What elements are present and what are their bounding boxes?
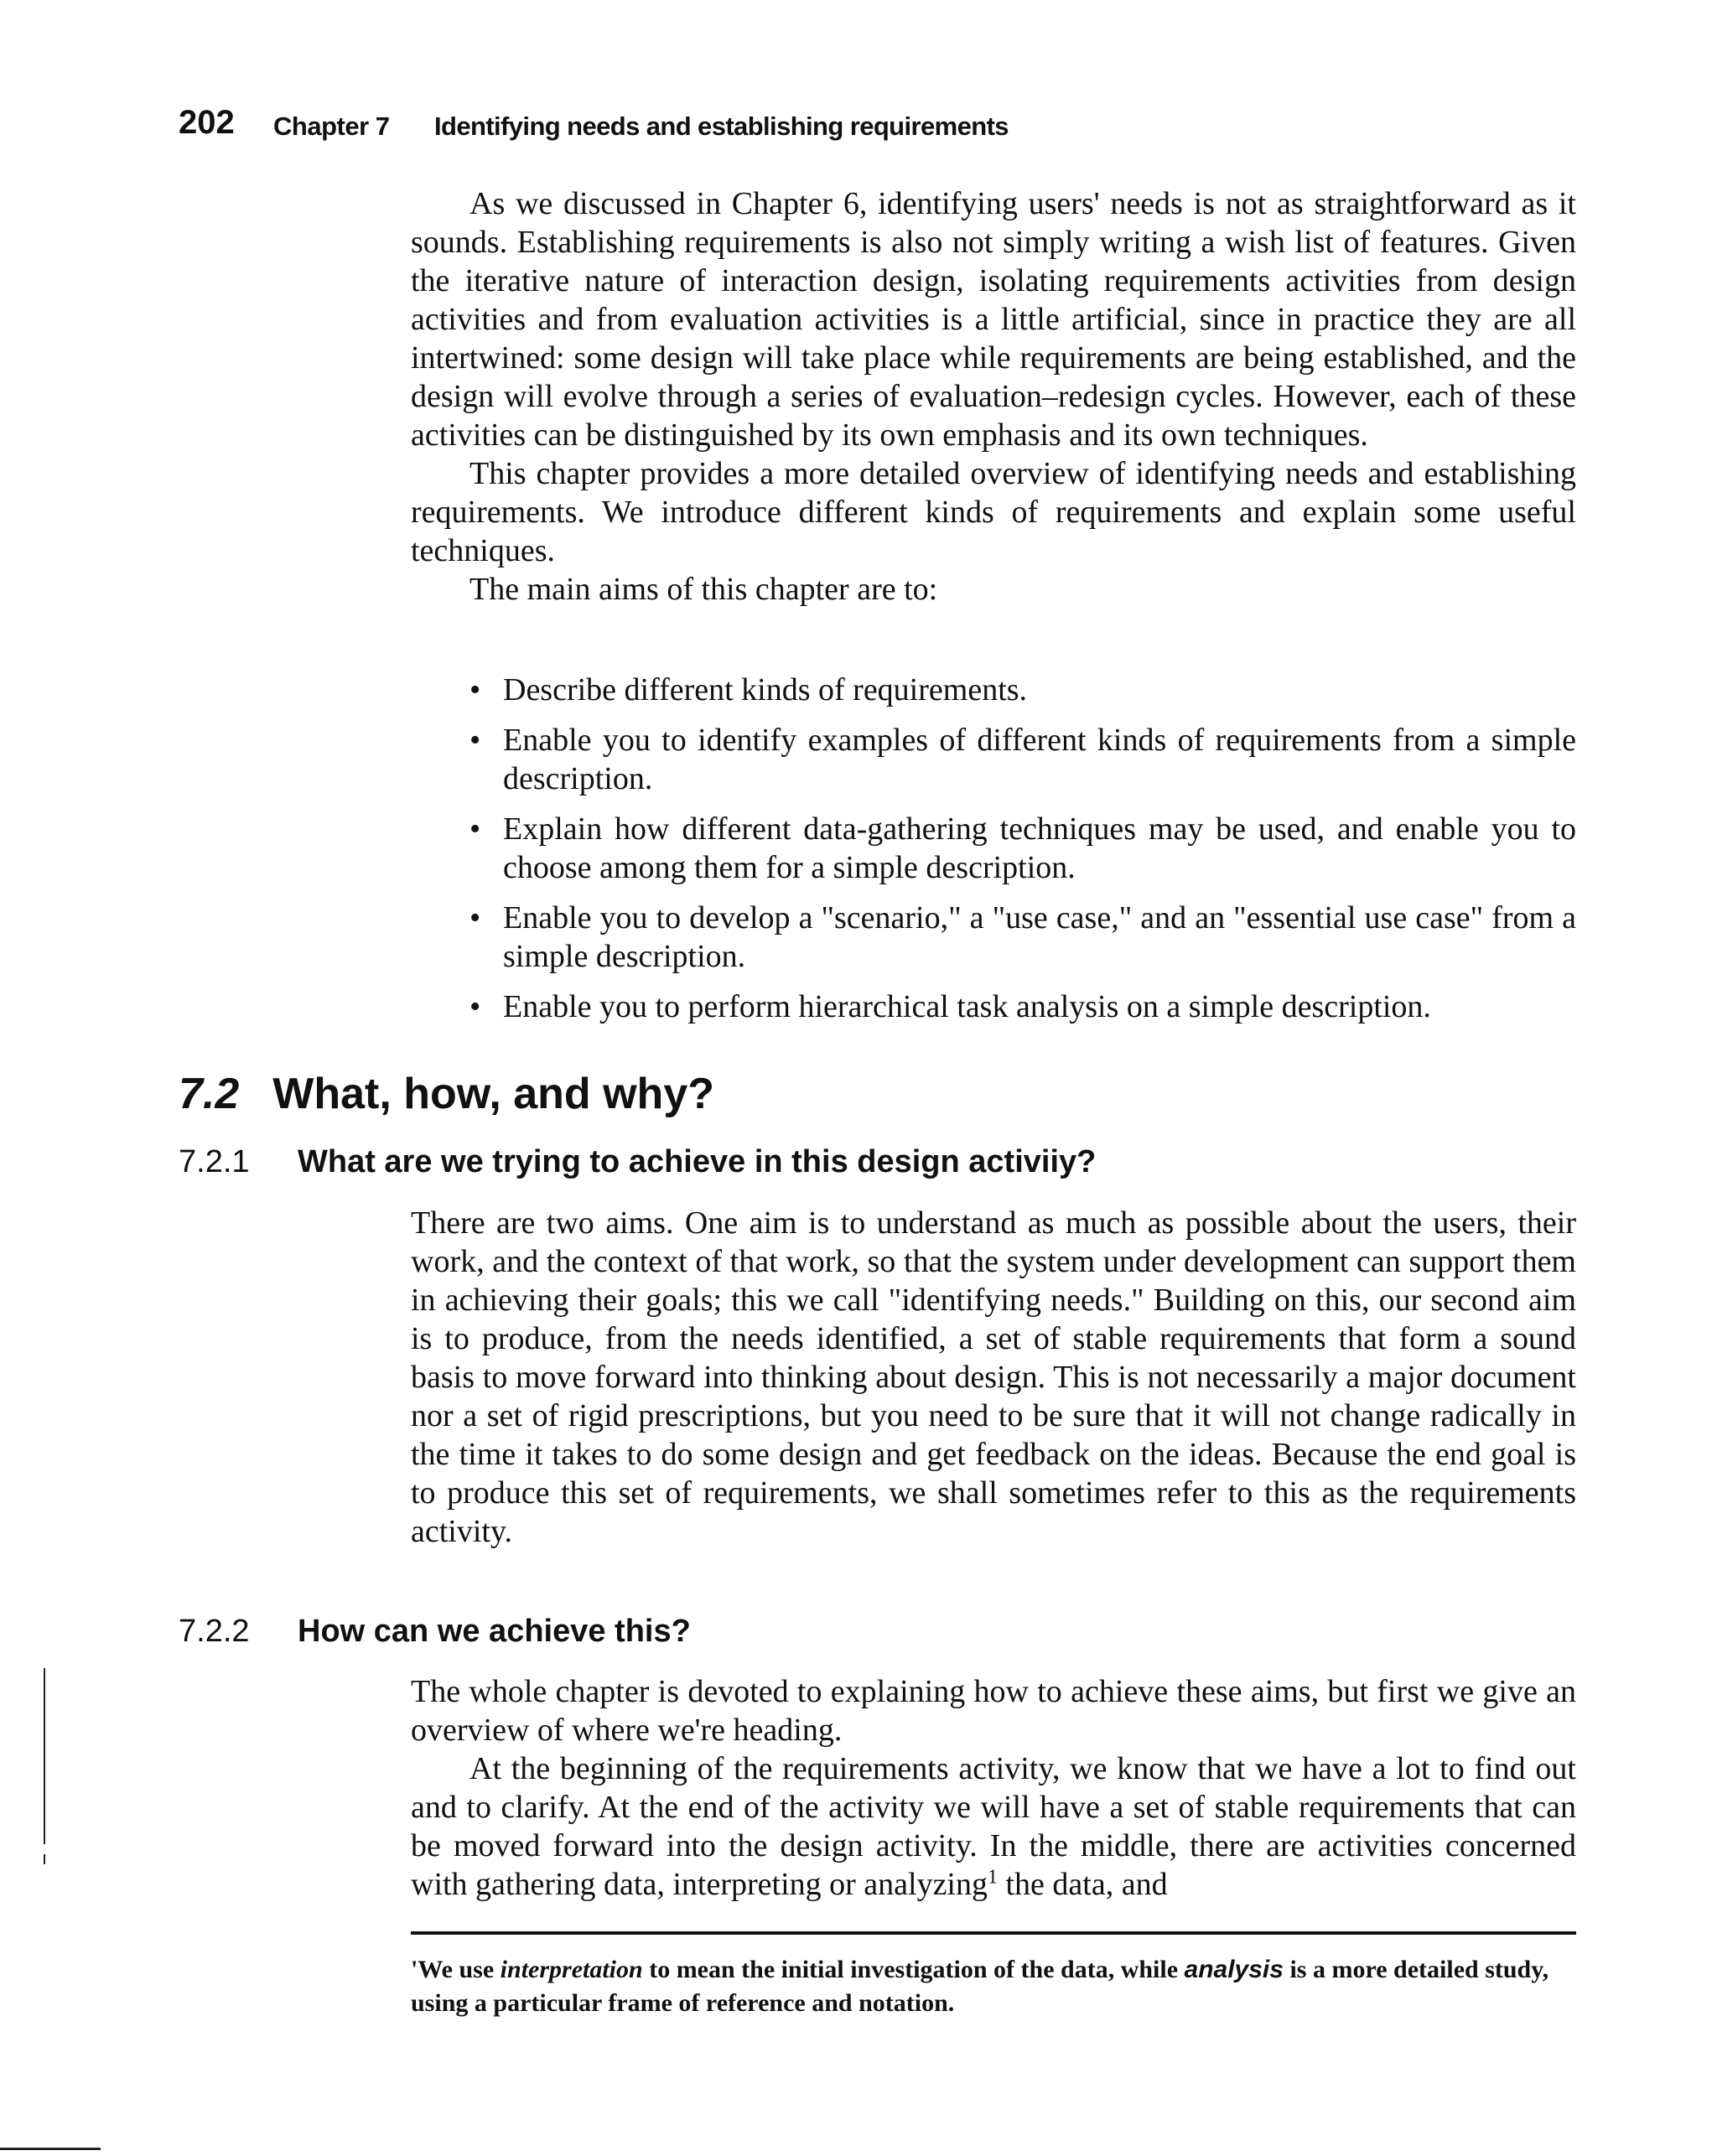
bullet-icon: • xyxy=(469,811,481,847)
bullet-icon: • xyxy=(469,723,481,758)
paragraph xyxy=(411,1749,1576,1904)
intro-paragraph-1: As we discussed in Chapter 6, identifying users' needs is not as straightforward as it sounds. Establishing requirements is also not simply writing a wish list of features. Given the iterative nature of interaction design, isolating requirements activities from design activities and from evaluation activities is a little artificial, since in practice they are all intertwined: some design will take place while requirements are being established, and the design will evolve through a series of evaluation–redesign cycles. However, each of these activities can be distinguished by its own emphasis and its own techniques. xyxy=(411,186,1576,453)
footnote-lead: 'We use xyxy=(411,1956,501,1983)
subsection-heading-7-2-1 xyxy=(179,1144,1096,1180)
intro-paragraph-2: This chapter provides a more detailed overview of identifying needs and establishing requirements. We introduce different kinds of requirements and explain some useful techniques. xyxy=(411,456,1576,568)
footnote-marker[interactable]: 1 xyxy=(988,1866,998,1889)
footnote-tail: is a more detailed study, using a particular frame of reference and notation. xyxy=(411,1956,1549,2017)
footnote-divider xyxy=(411,1931,1576,1935)
subsection-7-2-2-body xyxy=(411,1672,1576,1904)
aim-text: Enable you to identify examples of different kinds of requirements from a simple description. xyxy=(503,723,1576,796)
subsection-number: 7.2.1 xyxy=(179,1144,250,1179)
aim-text: Explain how different data-gathering techniques may be used, and enable you to choose among them for a simple description. xyxy=(503,811,1576,885)
paragraph: There are two aims. One aim is to understand as much as possible about the users, their work, and the context of that work, so that the system under development can support them in achieving their goals; this we call "identifying needs." Building on this, our second aim is to produce, from the needs identified, a set of stable requirements that form a sound basis to move forward into thinking about design. This is not necessarily a major document nor a set of rigid prescriptions, but you need to be sure that it will not change radically in the time it takes to do some design and get feedback on the ideas. Because the end goal is to produce this set of requirements, we shall sometimes refer to this as the requirements activity. xyxy=(411,1205,1576,1549)
chapter-label: Chapter 7 xyxy=(273,111,390,141)
aims-list xyxy=(469,671,1576,1038)
page-number: 202 xyxy=(179,104,235,141)
bullet-icon: • xyxy=(469,989,481,1024)
aim-text: Describe different kinds of requirements. xyxy=(503,672,1028,707)
footnote xyxy=(411,1953,1576,2020)
subsection-title: What are we trying to achieve in this design activiiy? xyxy=(298,1144,1097,1179)
aim-text: Enable you to develop a "scenario," a "use case," and an "essential use case" from a simple description. xyxy=(503,900,1576,974)
list-item xyxy=(469,987,1576,1026)
footnote-term-interpretation: interpretation xyxy=(500,1956,643,1983)
margin-mark xyxy=(0,2148,101,2150)
running-head xyxy=(179,104,1604,154)
paragraph-text: At the beginning of the requirements activity, we know that we have a lot to find out and to clarify. At the end of the activity we will have a set of stable requirements that can be moved forward into the design activity. In the middle, there are activities concerned with gathering data, interpreting or analyzing xyxy=(411,1751,1576,1902)
bullet-icon: • xyxy=(469,900,481,935)
list-item xyxy=(469,810,1576,887)
intro-paragraph-3: The main aims of this chapter are to: xyxy=(469,572,938,607)
intro-section xyxy=(411,184,1576,609)
subsection-7-2-1-body xyxy=(411,1204,1576,1551)
bullet-icon: • xyxy=(469,672,481,707)
section-heading-7-2 xyxy=(179,1069,714,1119)
chapter-title: Identifying needs and establishing requirements xyxy=(434,111,1009,141)
footnote-mid: to mean the initial investigation of the data, while xyxy=(642,1956,1185,1983)
margin-mark xyxy=(44,1854,45,1864)
aim-text: Enable you to perform hierarchical task analysis on a simple description. xyxy=(503,989,1431,1024)
list-item xyxy=(469,721,1576,798)
subsection-heading-7-2-2 xyxy=(179,1614,691,1650)
list-item xyxy=(469,899,1576,976)
list-item xyxy=(469,671,1576,709)
paragraph: The whole chapter is devoted to explaining how to achieve these aims, but first we give an overview of where we're heading. xyxy=(411,1674,1576,1748)
paragraph-tail: the data, and xyxy=(998,1867,1168,1902)
section-number: 7.2 xyxy=(179,1070,240,1118)
subsection-title: How can we achieve this? xyxy=(298,1614,691,1649)
subsection-number: 7.2.2 xyxy=(179,1614,250,1649)
section-title: What, how, and why? xyxy=(272,1070,714,1118)
footnote-term-analysis: analysis xyxy=(1184,1956,1284,1983)
margin-mark xyxy=(44,1668,45,1844)
